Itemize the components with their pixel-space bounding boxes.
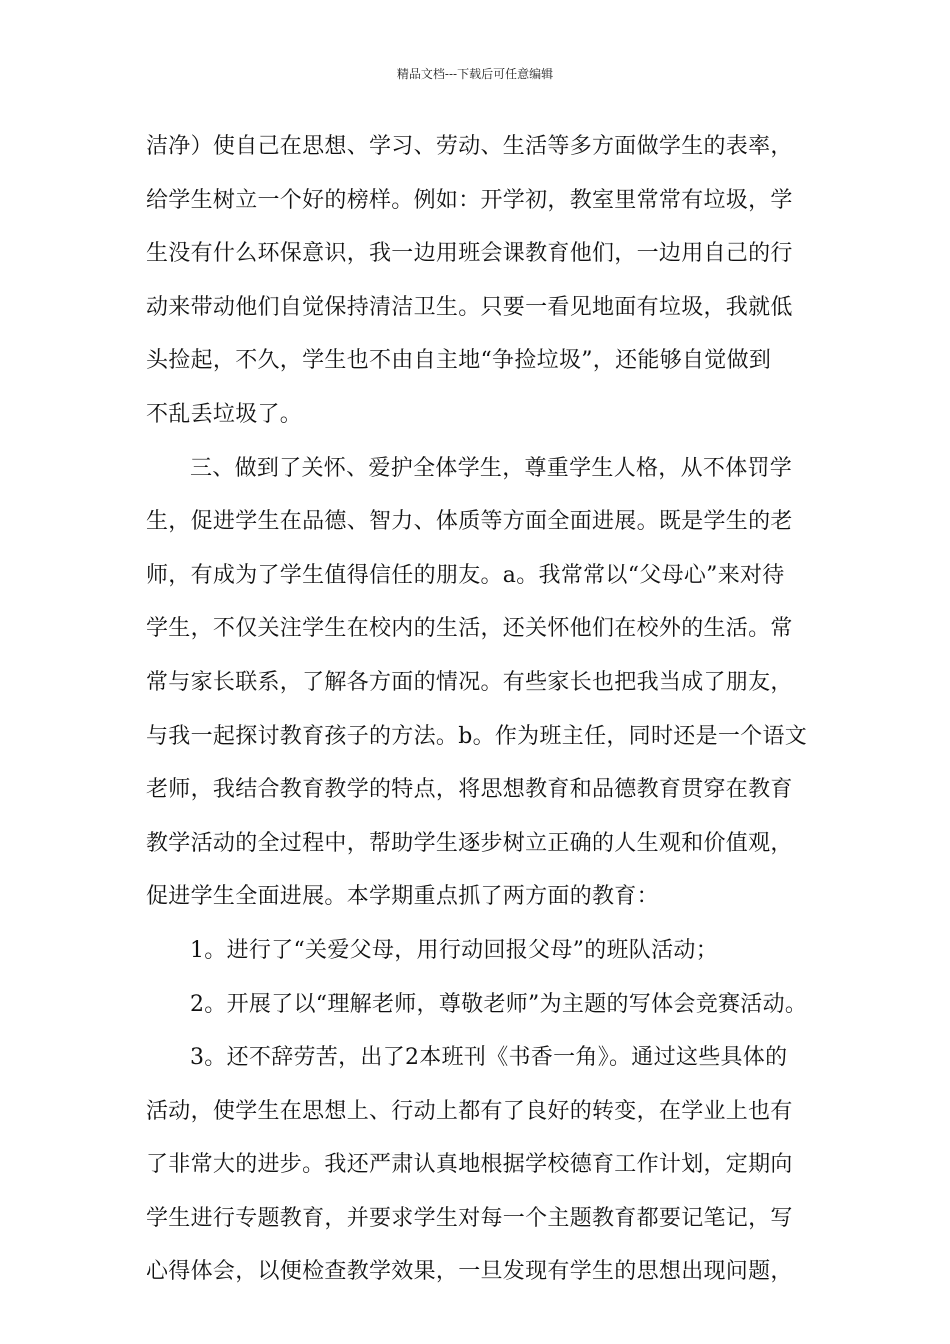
text-line: 与我一起探讨教育孩子的方法。b。作为班主任，同时还是一个语文 — [146, 723, 808, 749]
text-line: 学生进行专题教育，并要求学生对每一个主题教育都要记笔记，写 — [146, 1205, 793, 1231]
list-item-1: 1。进行了“关爱父母，用行动回报父母”的班队活动； — [190, 937, 718, 963]
page-header: 精品文档---下载后可任意编辑 — [396, 67, 554, 81]
text-line: 生没有什么环保意识，我一边用班会课教育他们，一边用自己的行 — [146, 241, 793, 267]
text-line: 促进学生全面进展。本学期重点抓了两方面的教育： — [146, 884, 659, 910]
text-line: 学生，不仅关注学生在校内的生活，还关怀他们在校外的生活。常 — [146, 616, 793, 642]
text-line: 洁净）使自己在思想、学习、劳动、生活等多方面做学生的表率， — [146, 134, 793, 159]
text-line: 动来带动他们自觉保持清洁卫生。只要一看见地面有垃圾，我就低 — [146, 294, 793, 320]
list-item-3: 3。还不辞劳苦，出了2本班刊《书香一角》。通过这些具体的 — [190, 1045, 788, 1071]
text-line: 心得体会，以便检查教学效果，一旦发现有学生的思想出现问题， — [146, 1259, 793, 1285]
text-line: 活动，使学生在思想上、行动上都有了良好的转变，在学业上也有 — [146, 1098, 793, 1124]
paragraph-start-line: 三、做到了关怀、爱护全体学生，尊重学生人格，从不体罚学 — [190, 455, 793, 481]
text-line: 生，促进学生在品德、智力、体质等方面全面进展。既是学生的老 — [146, 509, 793, 535]
text-line: 师，有成为了学生值得信任的朋友。a。我常常以“父母心”来对待 — [146, 562, 785, 588]
document-body — [146, 128, 826, 1307]
text-line: 给学生树立一个好的榜样。例如：开学初，教室里常常有垃圾，学 — [146, 187, 793, 213]
text-line: 头捡起，不久，学生也不由自主地“争捡垃圾”，还能够自觉做到 — [146, 348, 772, 374]
text-line: 常与家长联系，了解各方面的情况。有些家长也把我当成了朋友， — [146, 669, 793, 695]
list-item-2: 2。开展了以“理解老师，尊敬老师”为主题的写体会竞赛活动。 — [190, 991, 808, 1017]
text-line: 不乱丢垃圾了。 — [146, 401, 303, 427]
text-line: 教学活动的全过程中，帮助学生逐步树立正确的人生观和价值观， — [146, 830, 793, 856]
text-line: 了非常大的进步。我还严肃认真地根据学校德育工作计划，定期向 — [146, 1152, 793, 1178]
text-line: 老师，我结合教育教学的特点，将思想教育和品德教育贯穿在教育 — [146, 777, 793, 803]
